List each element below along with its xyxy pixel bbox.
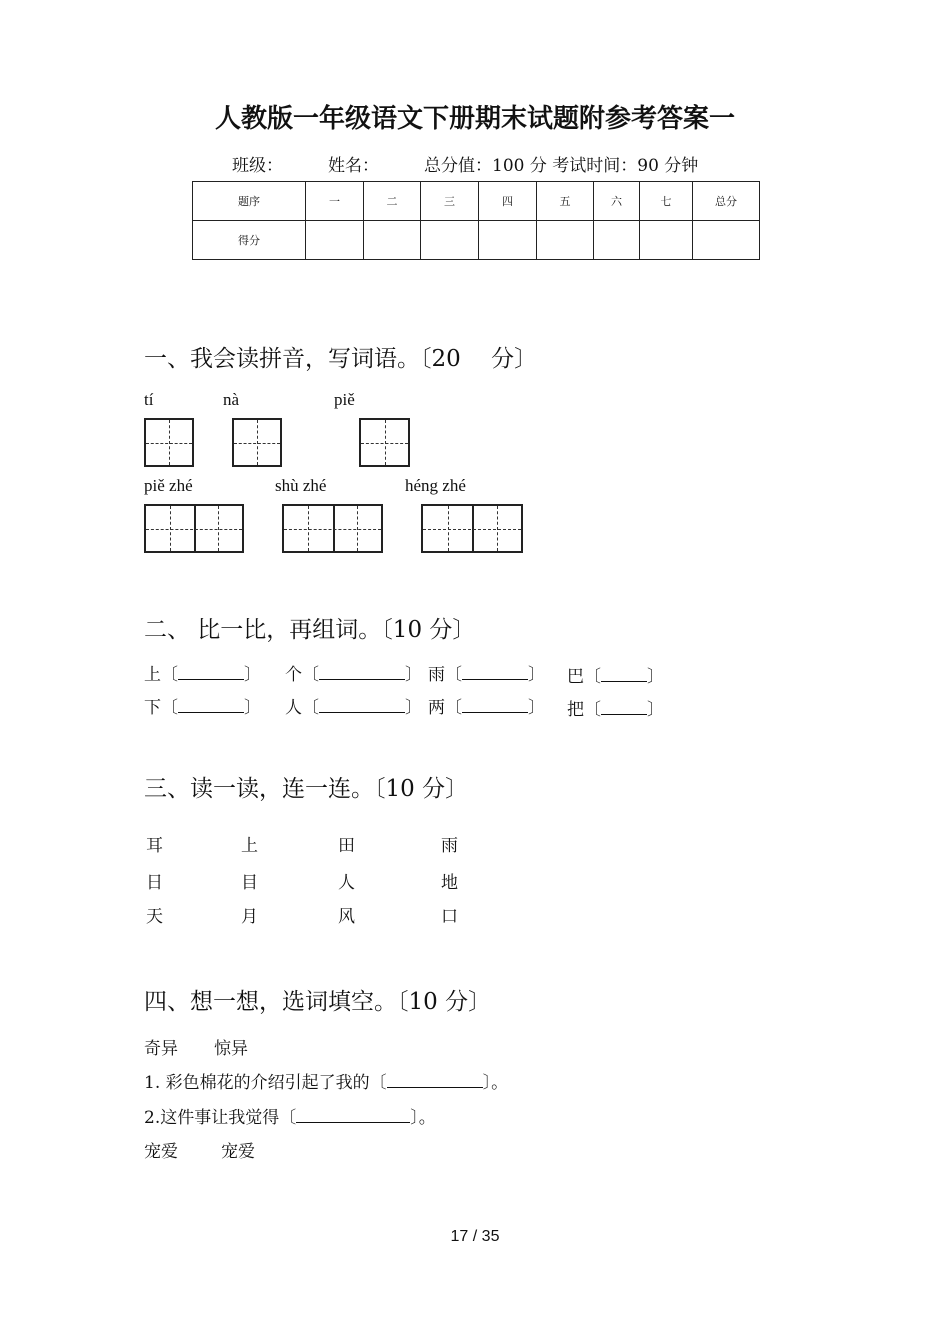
writing-box[interactable] [144, 418, 194, 467]
match-char[interactable]: 月 [241, 907, 258, 927]
score-table-score-row [193, 221, 760, 260]
writing-box-double[interactable] [144, 504, 244, 553]
word-choice: 奇异 [144, 1039, 178, 1059]
writing-box-double[interactable] [282, 504, 383, 553]
answer-blank[interactable] [319, 663, 405, 680]
answer-blank[interactable] [462, 663, 528, 680]
answer-blank[interactable] [601, 698, 647, 715]
word-pair-item: 人〔 〕 [285, 698, 422, 718]
pinyin-label: héng zhé [405, 476, 466, 495]
section2-heading: 二、 比一比，再组词。〔10 分〕 [144, 617, 476, 643]
pinyin-label: piě [334, 390, 355, 409]
table-cell: 四 [479, 182, 537, 221]
score-cell[interactable] [693, 221, 760, 260]
score-cell[interactable] [479, 221, 537, 260]
page-number: 17 / 35 [450, 1228, 500, 1245]
writing-box[interactable] [359, 418, 410, 467]
answer-blank[interactable] [296, 1106, 410, 1123]
pinyin-label: tí [144, 390, 154, 409]
page-title: 人教版一年级语文下册期末试题附参考答案一 [214, 104, 735, 134]
word-pair-item: 个〔 〕 [285, 665, 422, 685]
table-cell: 题序 [193, 182, 306, 221]
table-cell: 总分 [693, 182, 760, 221]
answer-blank[interactable] [178, 663, 244, 680]
answer-blank[interactable] [462, 696, 528, 713]
score-cell[interactable] [640, 221, 693, 260]
word-pair-item: 巴〔 〕 [567, 667, 664, 687]
score-cell[interactable] [364, 221, 421, 260]
table-cell: 七 [640, 182, 693, 221]
writing-box[interactable] [232, 418, 282, 467]
word-choice: 宠爱 [221, 1142, 255, 1162]
table-cell: 三 [421, 182, 479, 221]
class-label: 班级： [232, 156, 283, 176]
word-pair-item: 雨〔 〕 [428, 665, 545, 685]
match-char[interactable]: 天 [146, 907, 163, 927]
pinyin-label: piě zhé [144, 476, 193, 495]
match-char[interactable]: 田 [338, 836, 355, 856]
match-char[interactable]: 上 [241, 836, 258, 856]
answer-blank[interactable] [387, 1071, 483, 1088]
word-pair-item: 把〔 〕 [567, 700, 664, 720]
match-char[interactable]: 耳 [146, 836, 163, 856]
match-char[interactable]: 风 [338, 907, 355, 927]
table-cell: 得分 [193, 221, 306, 260]
match-char[interactable]: 雨 [441, 836, 458, 856]
section4-heading: 四、想一想，选词填空。〔10 分〕 [144, 989, 492, 1015]
total-score-info: 总分值：100 分 考试时间：90 分钟 [424, 156, 699, 176]
word-pair-item: 两〔 〕 [428, 698, 545, 718]
word-choice: 宠爱 [144, 1142, 178, 1162]
word-pair-item: 上〔 〕 [144, 665, 261, 685]
score-cell[interactable] [306, 221, 364, 260]
match-char[interactable]: 口 [441, 907, 458, 927]
table-cell: 二 [364, 182, 421, 221]
pinyin-label: shù zhé [275, 476, 327, 495]
score-table-header-row [193, 182, 760, 221]
name-label: 姓名： [328, 156, 379, 176]
question-2: 2.这件事让我觉得〔 〕。 [144, 1108, 436, 1128]
match-char[interactable]: 地 [441, 873, 458, 893]
score-cell[interactable] [537, 221, 594, 260]
answer-blank[interactable] [178, 696, 244, 713]
score-cell[interactable] [594, 221, 640, 260]
pinyin-label: nà [223, 390, 240, 409]
match-char[interactable]: 目 [241, 873, 258, 893]
table-cell: 一 [306, 182, 364, 221]
score-cell[interactable] [421, 221, 479, 260]
question-1: 1. 彩色棉花的介绍引起了我的〔 〕。 [144, 1073, 509, 1093]
section1-heading: 一、我会读拼音，写词语。〔20 分〕 [144, 346, 538, 372]
table-cell: 六 [594, 182, 640, 221]
answer-blank[interactable] [601, 665, 647, 682]
match-char[interactable]: 人 [338, 873, 355, 893]
word-choice: 惊异 [214, 1039, 248, 1059]
match-char[interactable]: 日 [146, 873, 163, 893]
answer-blank[interactable] [319, 696, 405, 713]
score-table [192, 181, 760, 260]
word-pair-item: 下〔 〕 [144, 698, 261, 718]
section3-heading: 三、读一读，连一连。〔10 分〕 [144, 776, 469, 802]
writing-box-double[interactable] [421, 504, 523, 553]
table-cell: 五 [537, 182, 594, 221]
